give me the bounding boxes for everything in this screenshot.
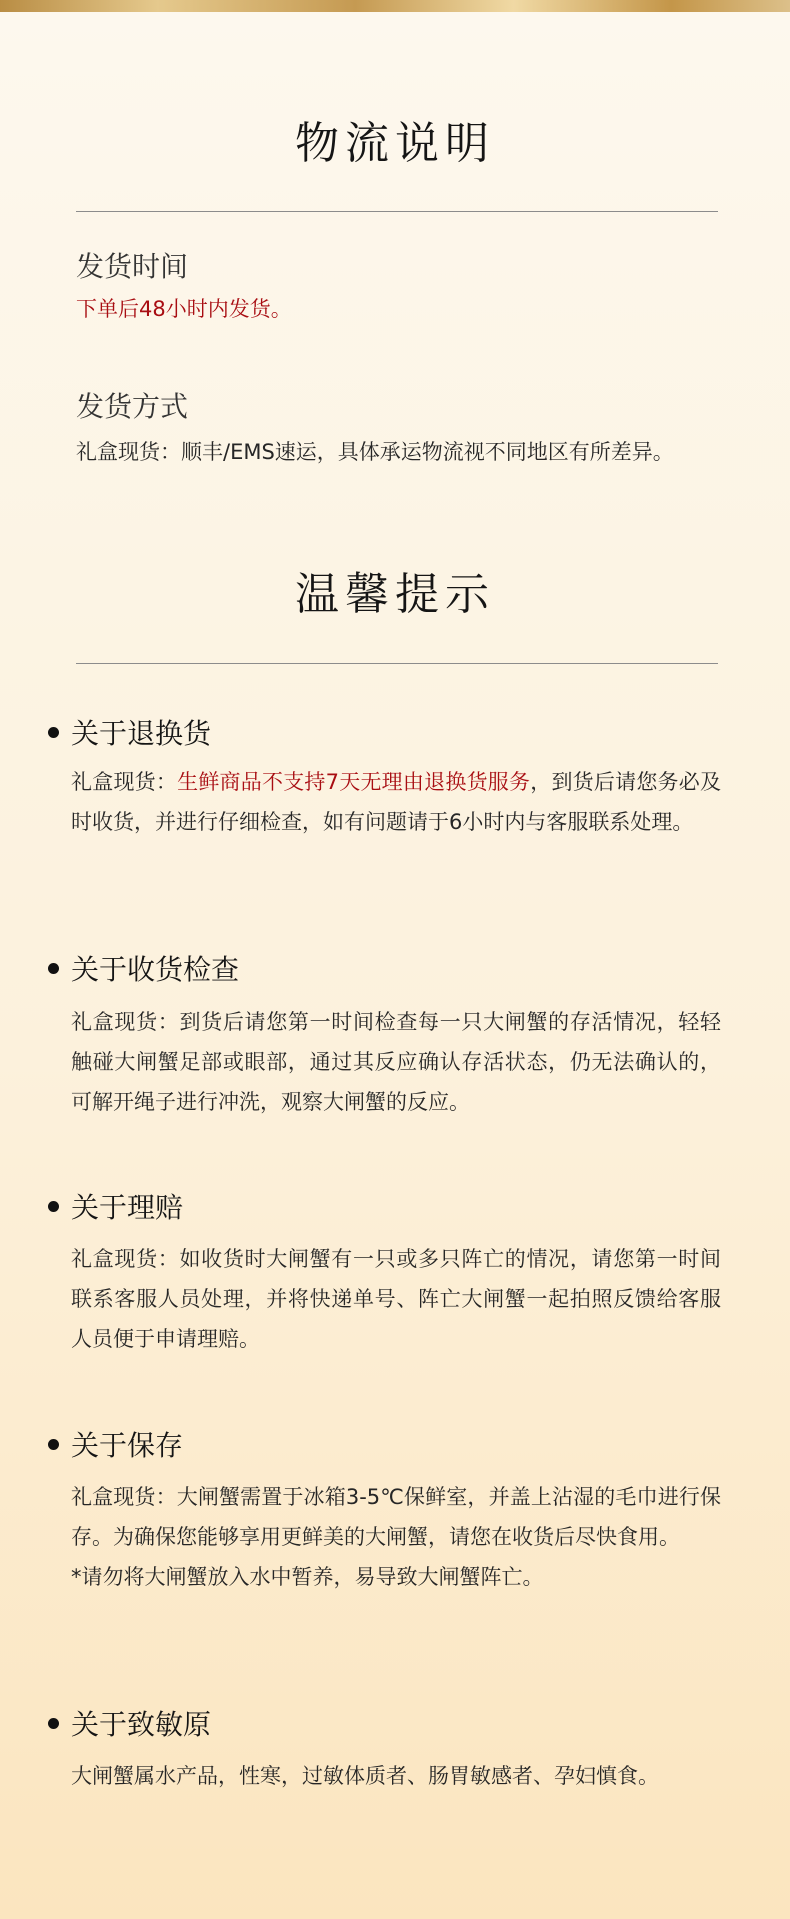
tip-inspect-heading bbox=[48, 948, 239, 988]
tip-return-heading bbox=[48, 712, 211, 752]
decorative-top-bar bbox=[0, 0, 790, 12]
tip-return-highlight: 生鲜商品不支持7天无理由退换货服务 bbox=[177, 770, 531, 794]
tip-allergen-heading-text: 关于致敏原 bbox=[71, 1708, 212, 1741]
tip-storage-heading bbox=[48, 1424, 183, 1464]
ship-method-value: 礼盒现货：顺丰/EMS速运，具体承运物流视不同地区有所差异。 bbox=[76, 440, 674, 464]
logistics-title: 物流说明 bbox=[295, 118, 495, 169]
ship-time-label: 发货时间 bbox=[76, 250, 189, 283]
tip-inspect-text: 礼盒现货：到货后请您第一时间检查每一只大闸蟹的存活情况，轻轻触碰大闸蟹足部或眼部，通过其反应确认存活状态，仍无法确认的，可解开绳子进行冲洗，观察大闸蟹的反应。 bbox=[71, 1010, 721, 1114]
tip-allergen-text: 大闸蟹属水产品，性寒，过敏体质者、肠胃敏感者、孕妇慎食。 bbox=[71, 1764, 659, 1788]
tip-claim-heading bbox=[48, 1186, 183, 1226]
tip-claim-heading-text: 关于理赔 bbox=[71, 1191, 184, 1224]
tips-divider bbox=[76, 663, 718, 664]
bullet-dot bbox=[48, 1201, 59, 1212]
tip-allergen-heading bbox=[48, 1703, 211, 1743]
ship-time-value: 下单后48小时内发货。 bbox=[76, 297, 292, 321]
tip-return-text bbox=[71, 762, 721, 842]
bullet-dot bbox=[48, 1439, 59, 1450]
tip-storage-main: 礼盒现货：大闸蟹需置于冰箱3-5℃保鲜室，并盖上沾湿的毛巾进行保存。为确保您能够享用更鲜美的大闸蟹，请您在收货后尽快食用。 bbox=[71, 1485, 721, 1549]
tip-storage-heading-text: 关于保存 bbox=[71, 1429, 184, 1462]
tip-return-rest: ，到货后请您务必及时收货，并进行仔细检查，如有问题请于6小时内与客服联系处理。 bbox=[71, 770, 722, 834]
tip-return-prefix: 礼盒现货： bbox=[71, 770, 178, 794]
tip-storage-text bbox=[71, 1477, 721, 1597]
tip-storage-note: *请勿将大闸蟹放入水中暂养，易导致大闸蟹阵亡。 bbox=[71, 1565, 544, 1589]
tip-inspect-heading-text: 关于收货检查 bbox=[71, 953, 240, 986]
bullet-dot bbox=[48, 727, 59, 738]
tips-title: 温馨提示 bbox=[295, 569, 495, 620]
tip-return-heading-text: 关于退换货 bbox=[71, 717, 212, 750]
bullet-dot bbox=[48, 1718, 59, 1729]
bullet-dot bbox=[48, 963, 59, 974]
tip-claim-text: 礼盒现货：如收货时大闸蟹有一只或多只阵亡的情况，请您第一时间联系客服人员处理，并将快递单号、阵亡大闸蟹一起拍照反馈给客服人员便于申请理赔。 bbox=[71, 1247, 721, 1351]
ship-method-label: 发货方式 bbox=[76, 390, 189, 423]
logistics-divider bbox=[76, 211, 718, 212]
